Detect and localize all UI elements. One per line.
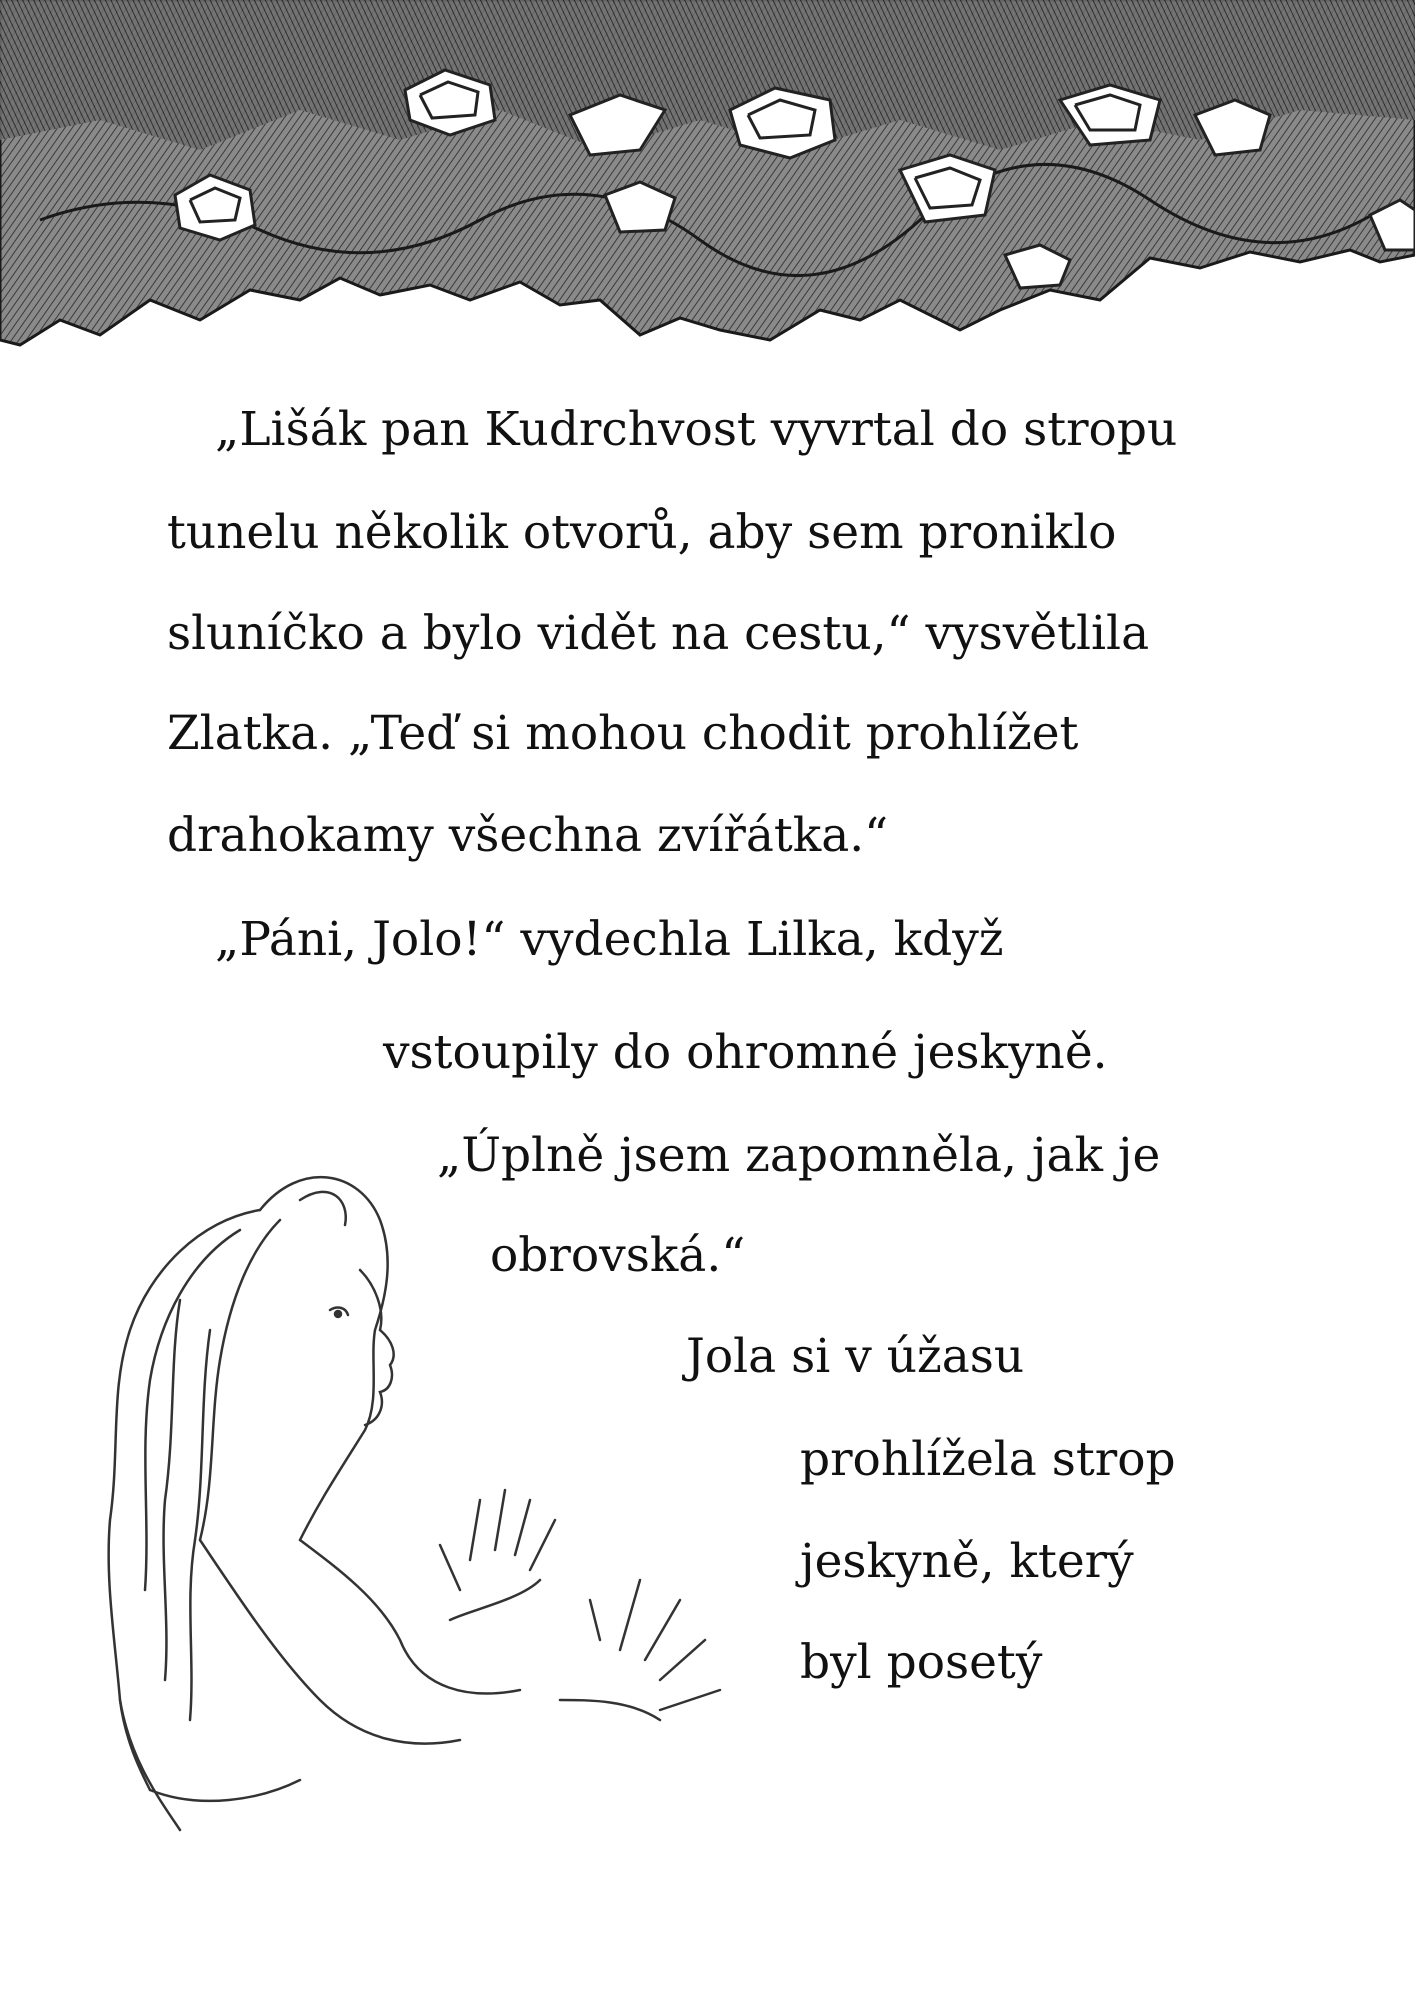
- text-line: „Úplně jsem zapomněla, jak je: [437, 1128, 1161, 1183]
- text-line: prohlížela strop: [800, 1432, 1176, 1487]
- text-line: byl posetý: [800, 1635, 1043, 1690]
- text-line: Zlatka. „Teď si mohou chodit prohlížet: [167, 706, 1079, 761]
- text-line: drahokamy všechna zvířátka.“: [167, 808, 889, 863]
- text-line: tunelu několik otvorů, aby sem proniklo: [167, 505, 1117, 560]
- text-line: jeskyně, který: [800, 1534, 1134, 1589]
- text-line: vstoupily do ohromné jeskyně.: [383, 1025, 1108, 1080]
- text-line: sluníčko a bylo vidět na cestu,“ vysvětlila: [167, 606, 1150, 661]
- text-line: obrovská.“: [490, 1228, 746, 1283]
- text-line: „Lišák pan Kudrchvost vyvrtal do stropu: [215, 402, 1178, 457]
- text-line: „Páni, Jolo!“ vydechla Lilka, když: [215, 912, 1004, 967]
- text-line: Jola si v úžasu: [686, 1329, 1025, 1384]
